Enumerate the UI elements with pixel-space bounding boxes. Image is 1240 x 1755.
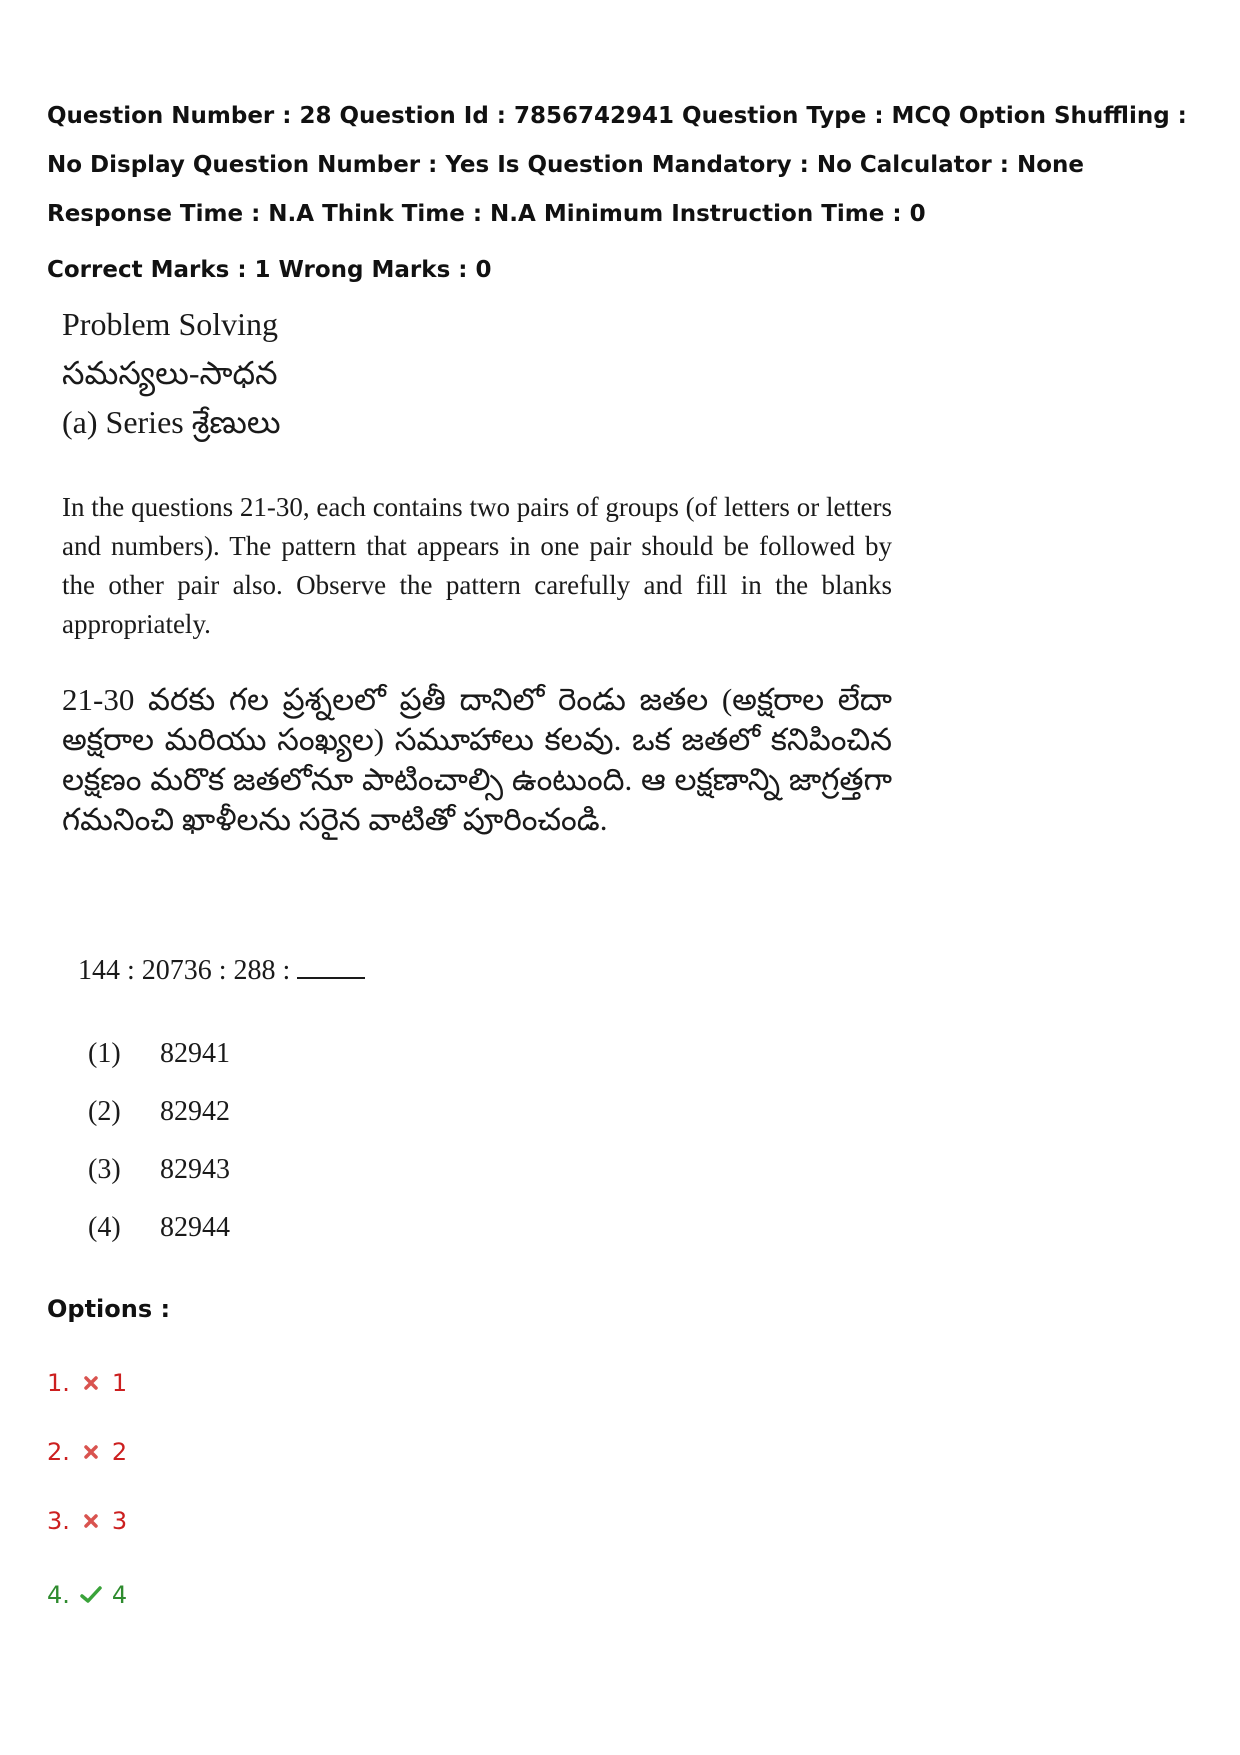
choice-value: 82944 (160, 1212, 230, 1243)
option-number: 4. (47, 1581, 70, 1609)
choice-value: 82941 (160, 1038, 230, 1069)
choice-number: (3) (88, 1154, 121, 1185)
check-icon (80, 1584, 102, 1606)
cross-icon (80, 1510, 102, 1532)
instruction-english: In the questions 21-30, each contains two pairs of groups (of letters or letters and numbers). The pattern that appears in one pair should be followed by the other pair also. Observe the pattern carefully and fill in the blanks appropriately. (62, 492, 892, 639)
question-image (62, 300, 922, 840)
choice-item (88, 1025, 230, 1083)
choice-value: 82943 (160, 1154, 230, 1185)
answer-blank (297, 955, 365, 979)
cross-icon (80, 1372, 102, 1394)
option-number: 3. (47, 1507, 70, 1535)
choice-number: (4) (88, 1212, 121, 1243)
heading-telugu: సమస్యలు-సాధన (62, 355, 278, 391)
option-1 (47, 1369, 127, 1397)
marks-info: Correct Marks : 1 Wrong Marks : 0 (47, 257, 492, 283)
option-2 (47, 1438, 127, 1466)
option-4 (47, 1581, 127, 1609)
expression-text: 144 : 20736 : 288 : (78, 955, 291, 986)
question-meta: Question Number : 28 Question Id : 7856742941 Question Type : MCQ Option Shuffling : No Display Question Number : Yes Is Question Mandatory : No Calculator : None Response Time : N.A Think Time : N.A Minimum Instruction Time : 0 (47, 103, 1187, 227)
choice-item (88, 1083, 230, 1141)
choice-item (88, 1141, 230, 1199)
choice-number: (2) (88, 1096, 121, 1127)
option-label: 4 (111, 1581, 128, 1609)
option-label: 3 (111, 1507, 128, 1535)
choice-list (88, 1025, 230, 1257)
sub-heading: (a) Series శ్రేణులు (62, 404, 281, 440)
choice-number: (1) (88, 1038, 121, 1069)
question-expression (78, 955, 365, 987)
instruction-telugu: 21-30 వరకు గల ప్రశ్నలలో ప్రతీ దానిలో రెండు జతల (అక్షరాల లేదా అక్షరాల మరియు సంఖ్యల) సమూహాలు కలవు. ఒక జతలో కనిపించిన లక్షణం మరొక జతలోనూ పాటించాల్సి ఉంటుంది. ఆ లక్షణాన్ని జాగ్రత్తగా గమనించి ఖాళీలను సరైన వాటితో పూరించండి. (62, 682, 892, 837)
option-label: 2 (111, 1438, 128, 1466)
option-label: 1 (111, 1369, 128, 1397)
option-number: 2. (47, 1438, 70, 1466)
heading-english: Problem Solving (62, 306, 279, 342)
choice-item (88, 1199, 230, 1257)
options-heading: Options : (47, 1295, 171, 1323)
choice-value: 82942 (160, 1096, 230, 1127)
option-3 (47, 1507, 127, 1535)
cross-icon (80, 1441, 102, 1463)
option-number: 1. (47, 1369, 70, 1397)
